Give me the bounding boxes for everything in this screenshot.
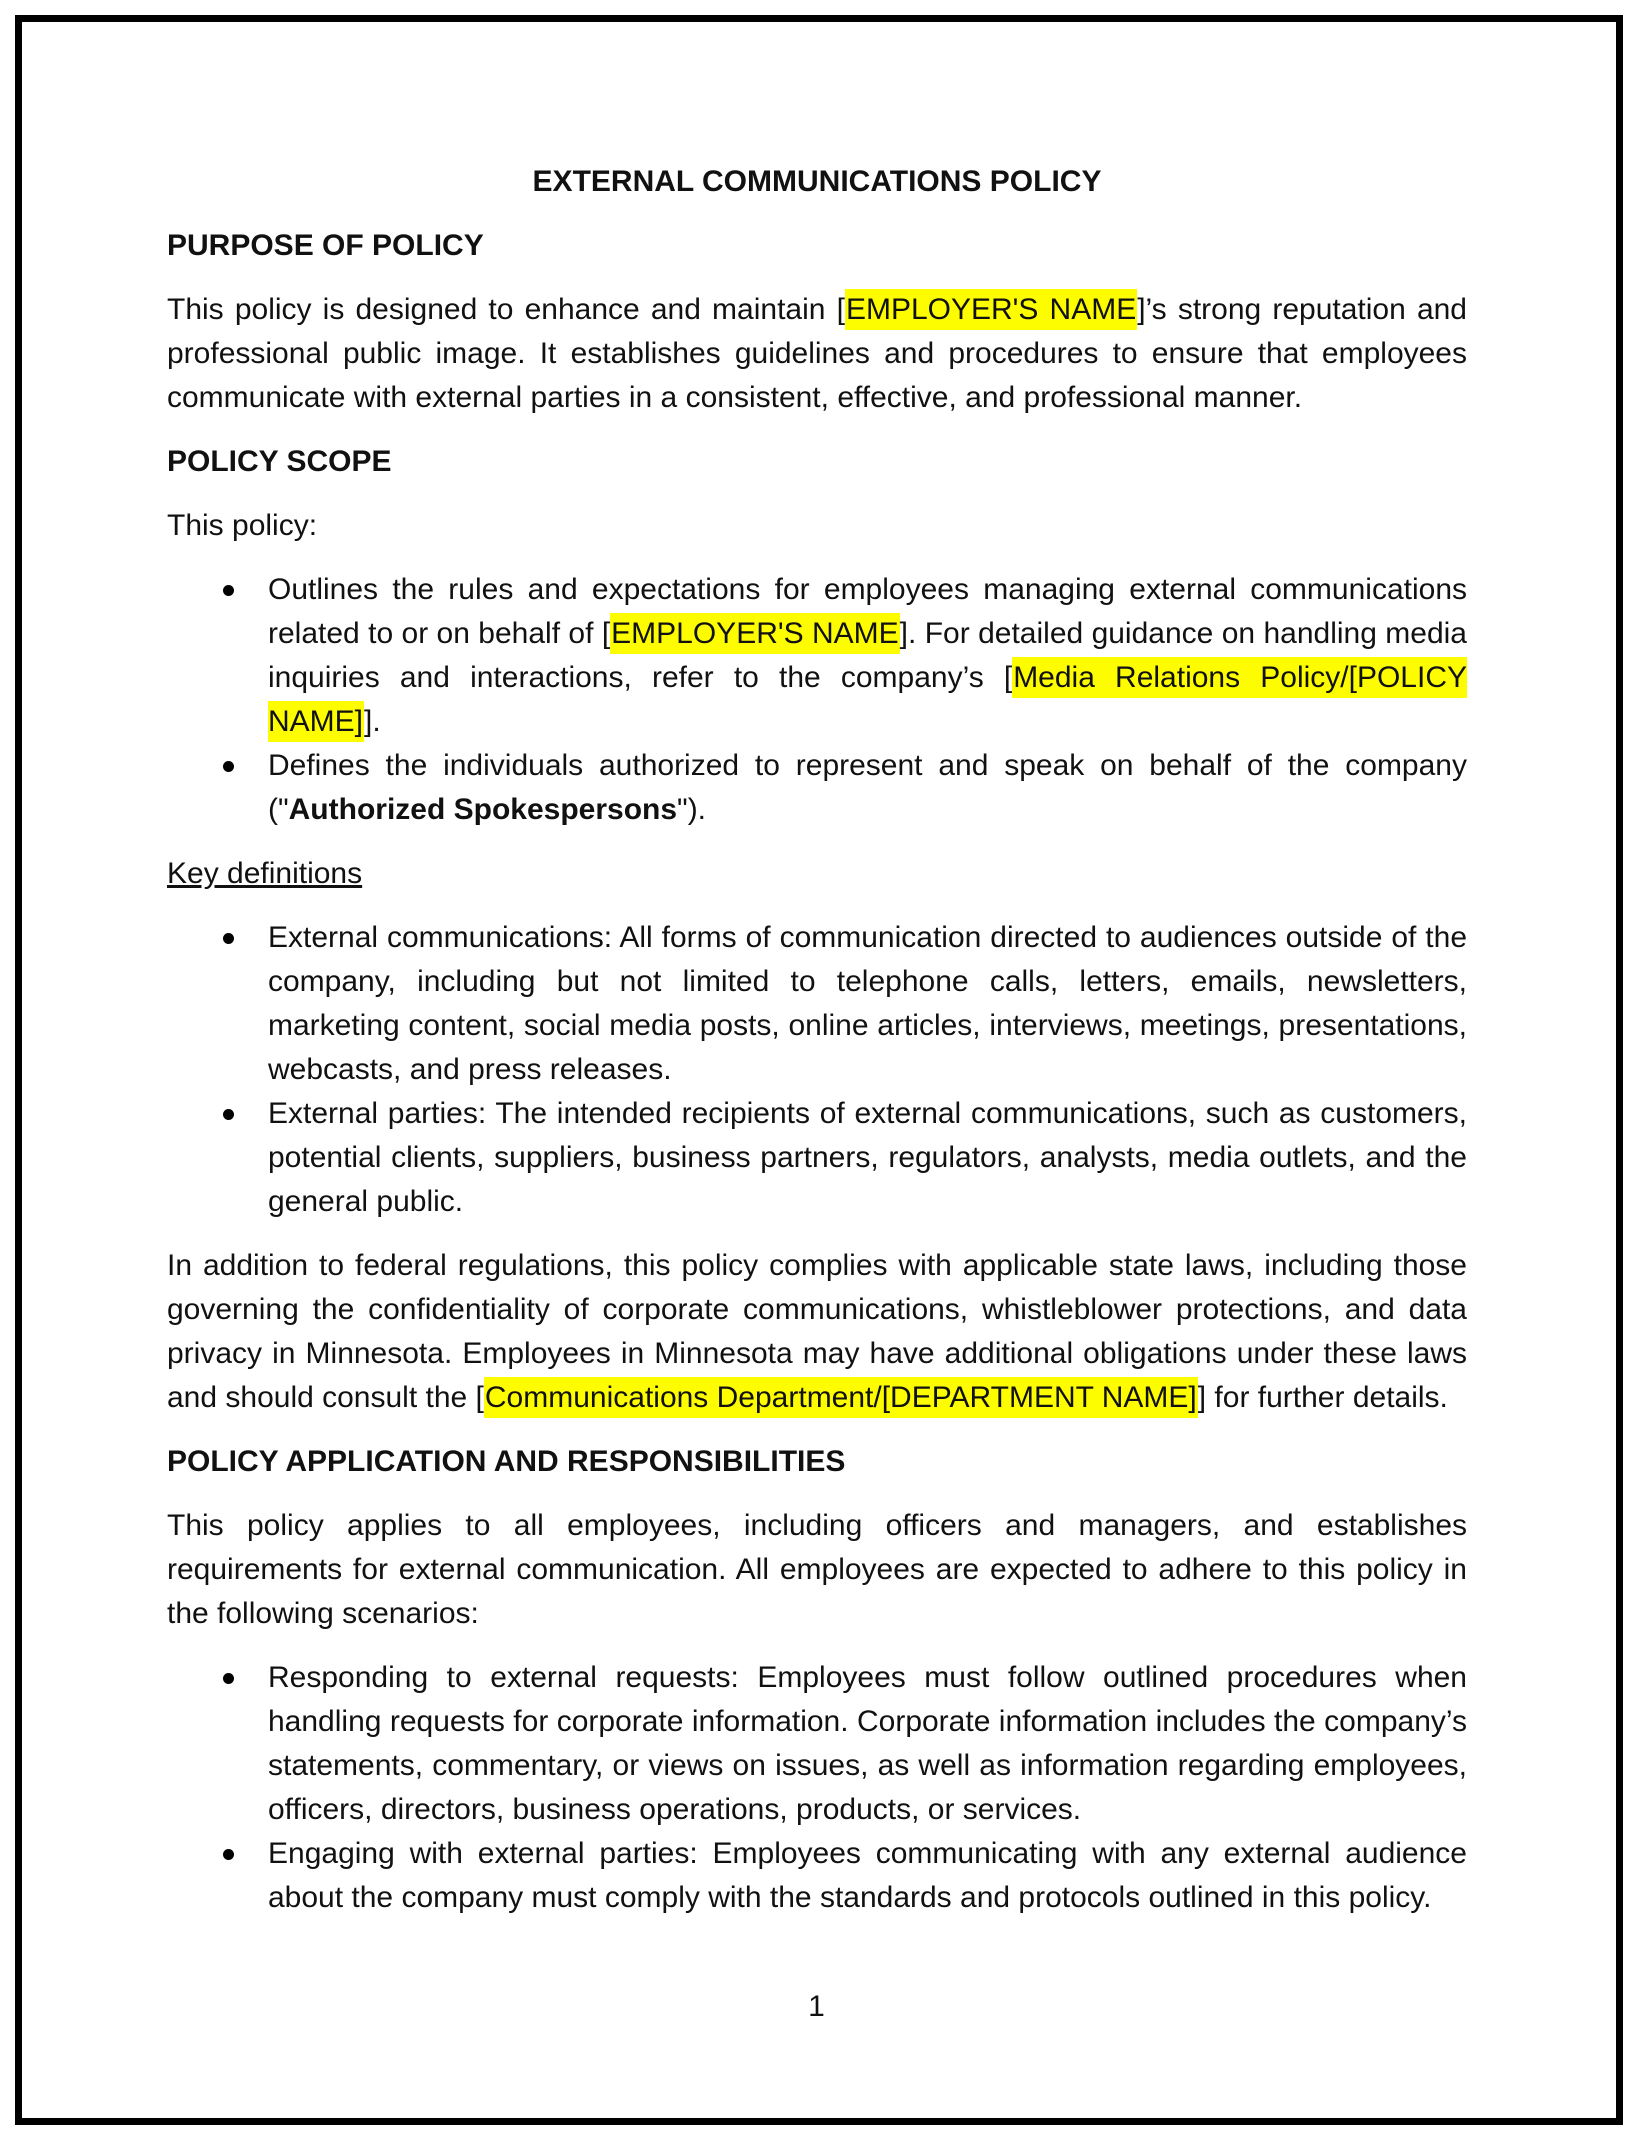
text-run: ]. For detailed guidance on handling media inquiries and interactions, refer to the company’s [ bbox=[268, 617, 1467, 694]
purpose-paragraph bbox=[167, 288, 1467, 420]
text-run: This policy is designed to enhance and maintain [ bbox=[167, 293, 845, 326]
highlight-media-relations-policy: Media Relations Policy/[POLICY NAME] bbox=[268, 657, 1467, 742]
list-item bbox=[268, 744, 1467, 832]
heading-policy-scope: POLICY SCOPE bbox=[167, 445, 392, 478]
list-item bbox=[268, 568, 1467, 744]
text-run: Defines the individuals authorized to represent and speak on behalf of the company (" bbox=[268, 749, 1467, 826]
text-run: ] for further details. bbox=[1197, 1381, 1448, 1414]
document-content bbox=[167, 0, 1467, 1940]
list-item: Responding to external requests: Employees must follow outlined procedures when handling requests for corporate information. Corporate information includes the company’s statements, commentary, or views on issues, as well as information regarding employees, officers, directors, business operations, products, or services. bbox=[268, 1656, 1467, 1832]
application-bullet-list bbox=[167, 1656, 1467, 1920]
heading-policy-application: POLICY APPLICATION AND RESPONSIBILITIES bbox=[167, 1445, 846, 1478]
text-run: Outlines the rules and expectations for employees managing external communications related to or on behalf of [ bbox=[268, 573, 1467, 650]
list-item: Engaging with external parties: Employees communicating with any external audience about the company must comply with the standards and protocols outlined in this policy. bbox=[268, 1832, 1467, 1920]
compliance-paragraph bbox=[167, 1244, 1467, 1420]
bold-authorized-spokespersons: Authorized Spokespersons bbox=[288, 793, 678, 826]
text-run: In addition to federal regulations, this policy complies with applicable state laws, including those governing the confidentiality of corporate communications, whistleblower protections, and data privacy in Minnesota. Employees in Minnesota may have additional obligations under these laws and should consult the [ bbox=[167, 1249, 1467, 1414]
heading-key-definitions: Key definitions bbox=[167, 857, 363, 890]
heading-purpose-of-policy: PURPOSE OF POLICY bbox=[167, 229, 484, 262]
list-item: External communications: All forms of communication directed to audiences outside of the company, including but not limited to telephone calls, letters, emails, newsletters, marketing content, social media posts, online articles, interviews, meetings, presentations, webcasts, and press releases. bbox=[268, 916, 1467, 1092]
scope-bullet-list bbox=[167, 568, 1467, 832]
page-number: 1 bbox=[808, 1990, 825, 2023]
highlight-employers-name: EMPLOYER'S NAME bbox=[610, 613, 900, 654]
text-run: "). bbox=[677, 793, 707, 826]
scope-intro: This policy: bbox=[167, 509, 318, 542]
highlight-employers-name: EMPLOYER'S NAME bbox=[845, 289, 1137, 330]
highlight-communications-department: Communications Department/[DEPARTMENT NAME] bbox=[484, 1377, 1198, 1418]
text-run: ]. bbox=[364, 705, 381, 738]
application-intro: This policy applies to all employees, including officers and managers, and establishes requirements for external communication. All employees are expected to adhere to this policy in the following scenarios: bbox=[167, 1509, 1467, 1630]
list-item: External parties: The intended recipients of external communications, such as customers, potential clients, suppliers, business partners, regulators, analysts, media outlets, and the general public. bbox=[268, 1092, 1467, 1224]
document-title: EXTERNAL COMMUNICATIONS POLICY bbox=[532, 165, 1102, 198]
text-run: ]’s strong reputation and professional public image. It establishes guidelines and procedures to ensure that employees communicate with external parties in a consistent, effective, and professional manner. bbox=[167, 293, 1467, 414]
definitions-bullet-list bbox=[167, 916, 1467, 1224]
